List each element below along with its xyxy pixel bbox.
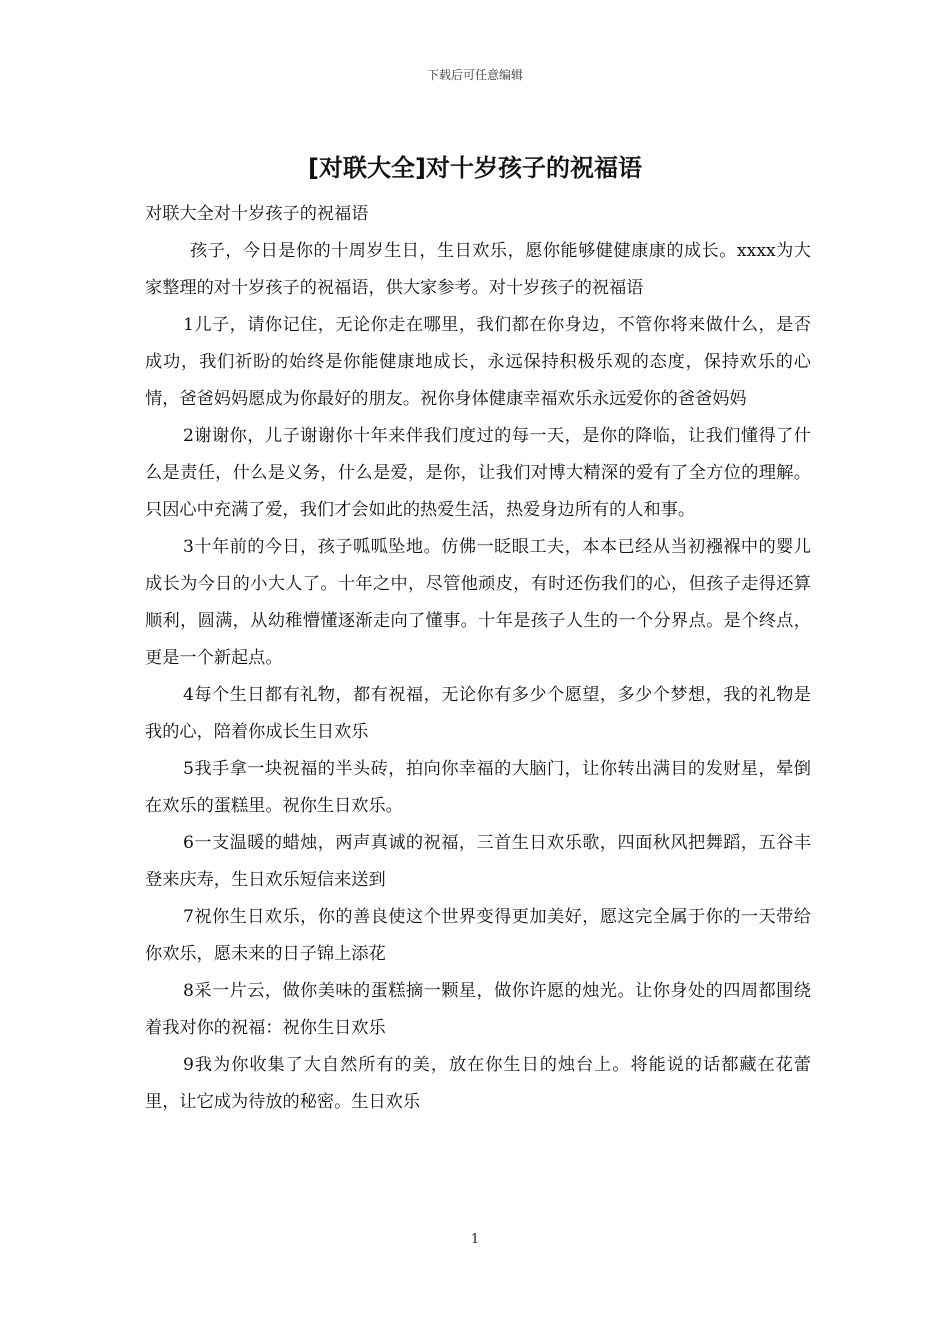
blessing-item-6: 6一支温暖的蜡烛，两声真诚的祝福，三首生日欢乐歌，四面秋风把舞蹈，五谷丰登来庆寿，生日欢乐短信来送到 [145,833,811,890]
document-subtitle: 对联大全对十岁孩子的祝福语 [145,204,369,224]
blessing-item-7: 7祝你生日欢乐，你的善良使这个世界变得更加美好，愿这完全属于你的一天带给你欢乐，愿未来的日子锦上添花 [145,907,811,964]
blessing-item-2: 2谢谢你，儿子谢谢你十年来伴我们度过的每一天，是你的降临，让我们懂得了什么是责任，什么是义务，什么是爱，是你，让我们对博大精深的爱有了全方位的理解。只因心中充满了爱，我们才会如此的热爱生活，热爱身边所有的人和事。 [145,426,811,520]
blessing-item-1: 1儿子，请你记住，无论你走在哪里，我们都在你身边，不管你将来做什么，是否成功，我们祈盼的始终是你能健康地成长，永远保持积极乐观的态度，保持欢乐的心情，爸爸妈妈愿成为你最好的朋友。祝你身体健康幸福欢乐永远爱你的爸爸妈妈 [145,315,811,409]
document-title: [对联大全]对十岁孩子的祝福语 [308,154,642,182]
header-note: 下载后可任意编辑 [426,68,523,82]
blessing-item-5: 5我手拿一块祝福的半头砖，拍向你幸福的大脑门，让你转出满目的发财星，晕倒在欢乐的蛋糕里。祝你生日欢乐。 [145,759,811,816]
document-body [145,196,811,1121]
page-number: 1 [470,1232,480,1247]
blessing-item-9: 9我为你收集了大自然所有的美，放在你生日的烛台上。将能说的话都藏在花蕾里，让它成为待放的秘密。生日欢乐 [145,1055,811,1112]
blessing-item-8: 8采一片云，做你美味的蛋糕摘一颗星，做你许愿的烛光。让你身处的四周都围绕着我对你的祝福：祝你生日欢乐 [145,981,811,1038]
blessing-item-3: 3十年前的今日，孩子呱呱坠地。仿佛一眨眼工夫，本本已经从当初襁褓中的婴儿成长为今日的小大人了。十年之中，尽管他顽皮，有时还伤我们的心，但孩子走得还算顺利，圆满，从幼稚懵懂逐渐走向了懂事。十年是孩子人生的一个分界点。是个终点，更是一个新起点。 [145,537,811,668]
intro-paragraph: 孩子，今日是你的十周岁生日，生日欢乐，愿你能够健健康康的成长。xxxx为大家整理的对十岁孩子的祝福语，供大家参考。对十岁孩子的祝福语 [145,241,811,298]
blessing-item-4: 4每个生日都有礼物，都有祝福，无论你有多少个愿望，多少个梦想，我的礼物是我的心，陪着你成长生日欢乐 [145,685,811,742]
